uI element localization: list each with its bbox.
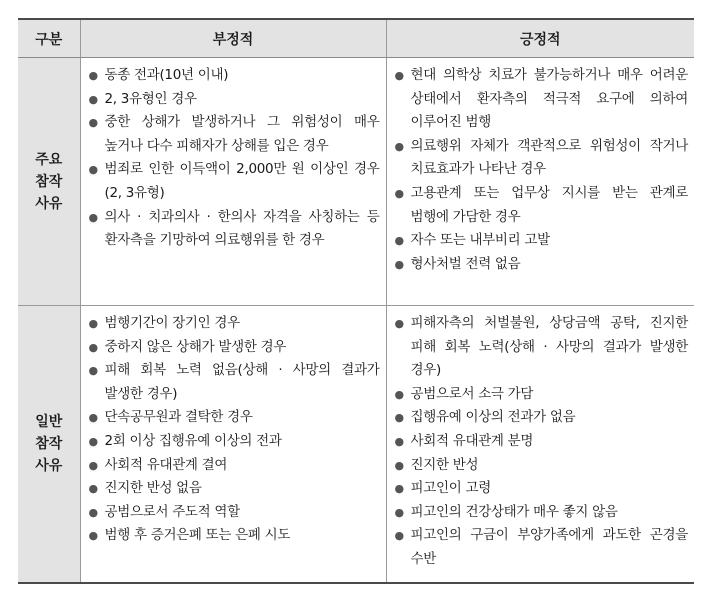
bullet-icon: ● [88, 210, 98, 224]
bullet-icon: ● [88, 505, 98, 519]
list-item-text: 자수 또는 내부비리 고발 [410, 232, 550, 249]
list-item [395, 64, 689, 135]
category-cell-major [18, 58, 80, 306]
list-item-text: 범행 후 증거은폐 또는 은폐 시도 [104, 527, 291, 544]
bullet-icon: ● [394, 69, 404, 82]
list-item [395, 430, 689, 454]
category-label: 주요 [35, 151, 63, 168]
bullet-icon: ● [88, 364, 98, 378]
list-item-text: 2회 이상 집행유예 이상의 전과 [104, 432, 282, 449]
list-item [395, 454, 689, 478]
bullet-icon: ● [88, 92, 98, 106]
bullet-icon: ● [394, 257, 404, 271]
list-item-text: 진지한 반성 [410, 456, 479, 473]
bullet-icon: ● [88, 482, 98, 496]
bullet-icon: ● [88, 411, 98, 425]
list-item-text: 범죄로 인한 이득액이 2,000만 원 이상인 경우(2, 3유형) [104, 161, 380, 201]
bullet-icon: ● [88, 116, 98, 130]
list-item [89, 430, 380, 454]
bullet-icon: ● [394, 317, 404, 330]
list-item [395, 135, 689, 182]
list-item [89, 501, 380, 525]
list-item-text: 피고인의 구금이 부양가족에게 과도한 곤경을 수반 [410, 527, 688, 567]
negative-cell-general [80, 306, 386, 584]
bullet-icon: ● [88, 340, 98, 354]
list-item [89, 359, 380, 406]
row-major-factors [18, 58, 694, 306]
list-item-text: 피고인이 고령 [410, 480, 491, 497]
positive-list [387, 58, 695, 280]
header-negative: 부정적 [80, 19, 386, 58]
bullet-icon: ● [88, 458, 98, 472]
positive-list [387, 306, 695, 576]
list-item-text: 사회적 유대관계 결여 [104, 456, 228, 473]
bullet-icon: ● [88, 529, 98, 543]
bullet-icon: ● [88, 317, 98, 330]
list-item-text: 의료행위 자체가 객관적으로 위험성이 작거나 치료효과가 나타난 경우 [410, 137, 688, 178]
list-item [89, 88, 380, 112]
list-item [395, 383, 689, 407]
list-item-text: 진지한 반성 없음 [104, 480, 202, 497]
list-item-text: 사회적 유대관계 분명 [410, 432, 534, 449]
bullet-icon: ● [394, 529, 404, 543]
header-row [18, 19, 694, 58]
list-item [89, 158, 380, 205]
list-item-text: 피고인의 건강상태가 매우 좋지 않음 [410, 503, 618, 520]
list-item-text: 동종 전과(10년 이내) [104, 67, 229, 83]
list-item [89, 206, 380, 253]
category-label: 참작 [35, 173, 63, 190]
bullet-icon: ● [394, 387, 404, 401]
sentencing-factors-table [18, 18, 694, 584]
list-item [89, 477, 380, 501]
negative-cell-major [80, 58, 386, 306]
list-item-text: 공범으로서 소극 가담 [410, 385, 534, 402]
list-item-text: 공범으로서 주도적 역할 [104, 503, 240, 520]
list-item-text: 단속공무원과 결탁한 경우 [104, 409, 253, 426]
negative-list [81, 58, 386, 257]
list-item-text: 중하지 않은 상해가 발생한 경우 [104, 338, 287, 355]
list-item-text: 고용관계 또는 업무상 지시를 받는 관계로 범행에 가담한 경우 [410, 184, 688, 225]
positive-cell-general [386, 306, 694, 584]
bullet-icon: ● [88, 163, 98, 177]
list-item [395, 477, 689, 501]
header-positive: 긍정적 [386, 19, 694, 58]
list-item-text: 현대 의학상 치료가 불가능하거나 매우 어려운 상태에서 환자측의 적극적 요구에 의하여 이루어진 범행 [410, 67, 688, 131]
list-item [89, 111, 380, 158]
list-item-text: 형사처벌 전력 없음 [410, 255, 521, 272]
bullet-icon: ● [394, 234, 404, 248]
bullet-icon: ● [394, 458, 404, 472]
bullet-icon: ● [394, 505, 404, 519]
category-cell-general [18, 306, 80, 584]
list-item-text: 피해 회복 노력 없음(상해 · 사망의 결과가 발생한 경우) [104, 362, 380, 402]
list-item [89, 454, 380, 478]
list-item [395, 501, 689, 525]
list-item [395, 312, 689, 383]
list-item [395, 229, 689, 253]
negative-list [81, 306, 386, 552]
list-item [395, 182, 689, 229]
row-general-factors [18, 306, 694, 584]
bullet-icon: ● [88, 69, 98, 82]
list-item [89, 64, 380, 88]
header-category: 구분 [18, 19, 80, 58]
category-label: 참작 [35, 436, 63, 452]
category-label: 사유 [35, 195, 63, 212]
list-item-text: 피해자측의 처벌불원, 상당금액 공탁, 진지한 피해 회복 노력(상해 · 사망의 결과가 발생한 경우) [410, 315, 688, 379]
list-item-text: 범행기간이 장기인 경우 [104, 315, 240, 331]
positive-cell-major [386, 58, 694, 306]
list-item [89, 524, 380, 548]
list-item [395, 406, 689, 430]
list-item-text: 의사 · 치과의사 · 한의사 자격을 사칭하는 등 환자측을 기망하여 의료행위를 한 경우 [104, 208, 380, 249]
category-label: 사유 [35, 458, 63, 474]
list-item [89, 312, 380, 336]
list-item-text: 중한 상해가 발생하거나 그 위험성이 매우 높거나 다수 피해자가 상해를 입은 경우 [104, 114, 380, 154]
list-item-text: 집행유예 이상의 전과가 없음 [410, 409, 576, 426]
bullet-icon: ● [394, 434, 404, 448]
list-item [395, 524, 689, 571]
list-item-text: 2, 3유형인 경우 [104, 90, 197, 107]
bullet-icon: ● [394, 411, 404, 425]
list-item [89, 406, 380, 430]
bullet-icon: ● [394, 139, 404, 153]
list-item [89, 336, 380, 360]
bullet-icon: ● [394, 482, 404, 496]
bullet-icon: ● [88, 434, 98, 448]
list-item [395, 253, 689, 277]
category-label: 일반 [35, 414, 63, 430]
bullet-icon: ● [394, 186, 404, 200]
